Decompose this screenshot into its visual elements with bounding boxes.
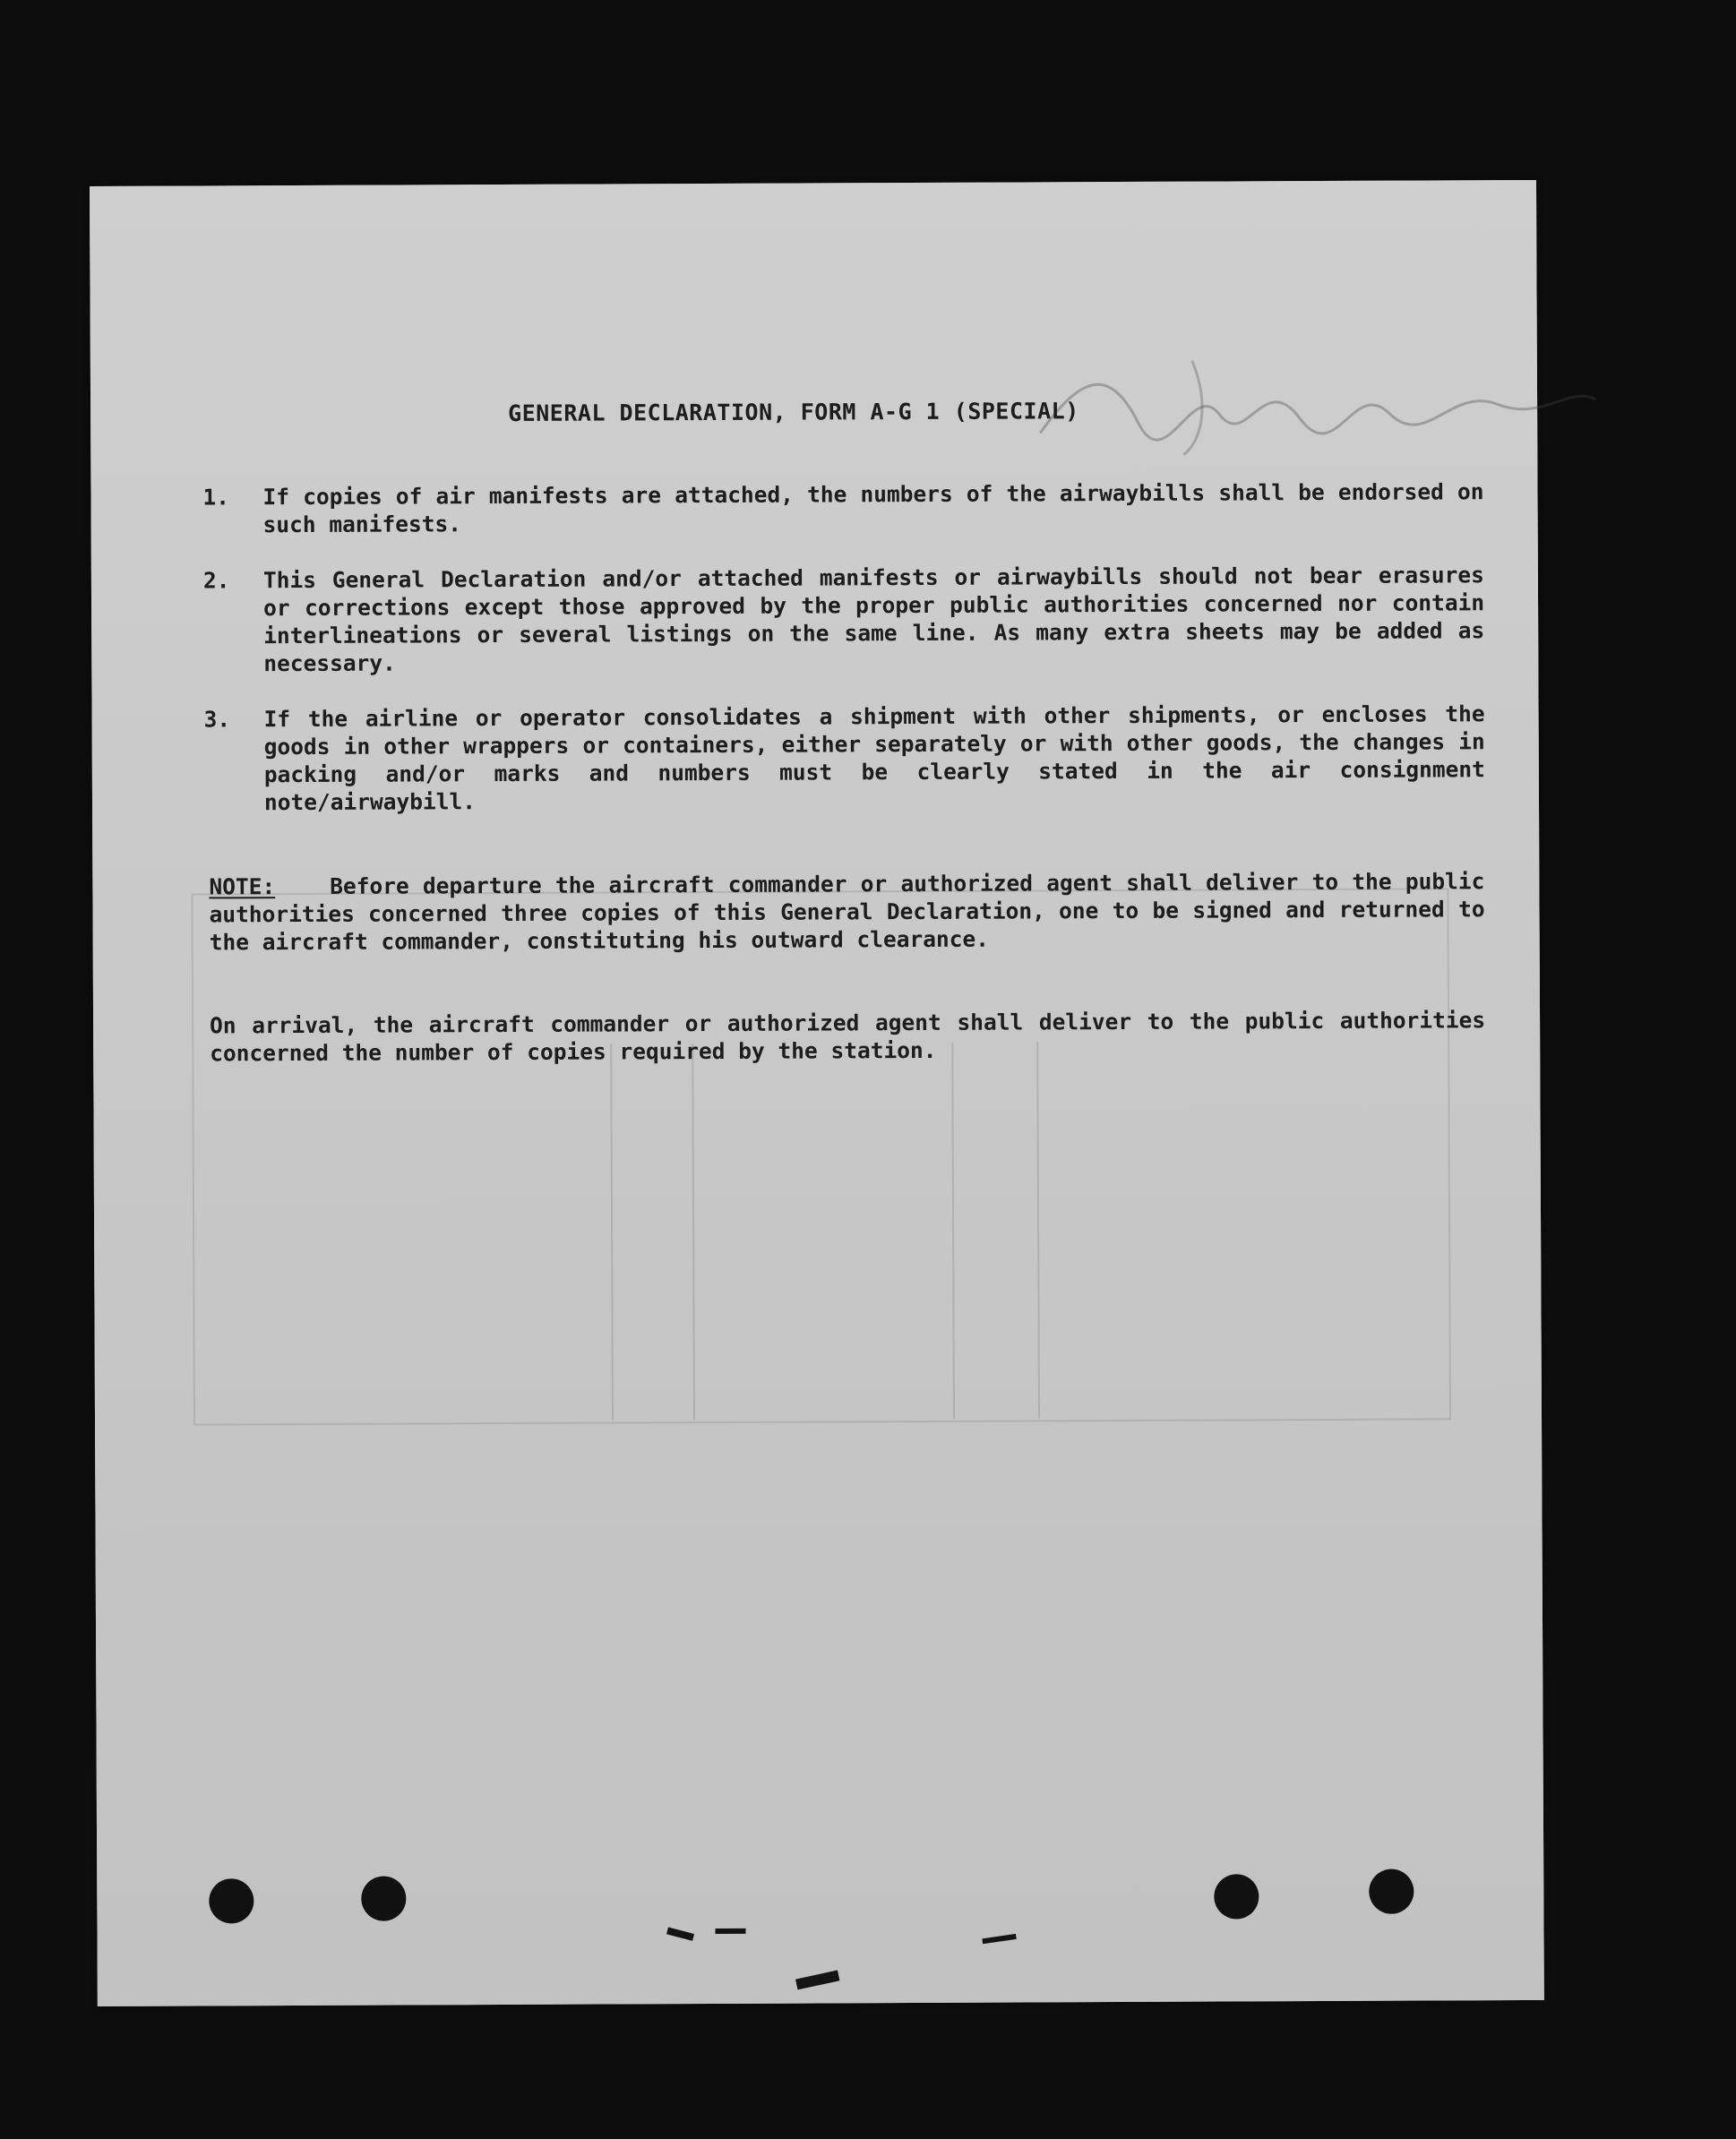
- list-item-text: If the airline or operator consolidates a shipment with other shipments, or encloses the goods in other wrappers or containers, either separately or with other goods, the changes in packing and/or marks and numbers must be clearly stated in the air consignment note/airwaybill.: [263, 700, 1485, 816]
- punch-hole: [1214, 1874, 1259, 1919]
- document-page: [90, 180, 1544, 2006]
- punch-hole: [209, 1878, 254, 1923]
- paper-tear: [715, 1929, 745, 1934]
- note-label: NOTE:: [209, 873, 276, 900]
- list-item: [204, 700, 1486, 816]
- list-item-text: This General Declaration and/or attached manifests or airwaybills should not bear erasures or corrections except those approved by the proper public authorities concerned nor contain interlineations or several listings on the same line. As many extra sheets may be added as necessary.: [262, 562, 1485, 677]
- list-item: [202, 477, 1483, 538]
- punch-hole: [361, 1876, 406, 1920]
- list-item-text: If copies of air manifests are attached, the numbers of the airwaybills shall be endorsed on such manifests.: [262, 478, 1484, 538]
- document-content: [90, 180, 1544, 2006]
- document-title: GENERAL DECLARATION, FORM A-G 1 (SPECIAL): [508, 398, 1079, 426]
- list-item-number: 3.: [203, 706, 231, 733]
- note-paragraph: [209, 867, 1484, 956]
- list-item: [203, 561, 1485, 677]
- punch-hole: [1369, 1869, 1414, 1914]
- list-item-number: 2.: [202, 567, 230, 594]
- arrival-paragraph: On arrival, the aircraft commander or authorized agent shall deliver to the public authorities concerned the number of copies required by the station.: [210, 1007, 1486, 1067]
- list-item-number: 1.: [202, 484, 230, 511]
- note-text: Before departure the aircraft commander or authorized agent shall deliver to the public authorities concerned three copies of this General Declaration, one to be signed and returned to the aircraft commander, constituting his outward clearance.: [209, 868, 1485, 956]
